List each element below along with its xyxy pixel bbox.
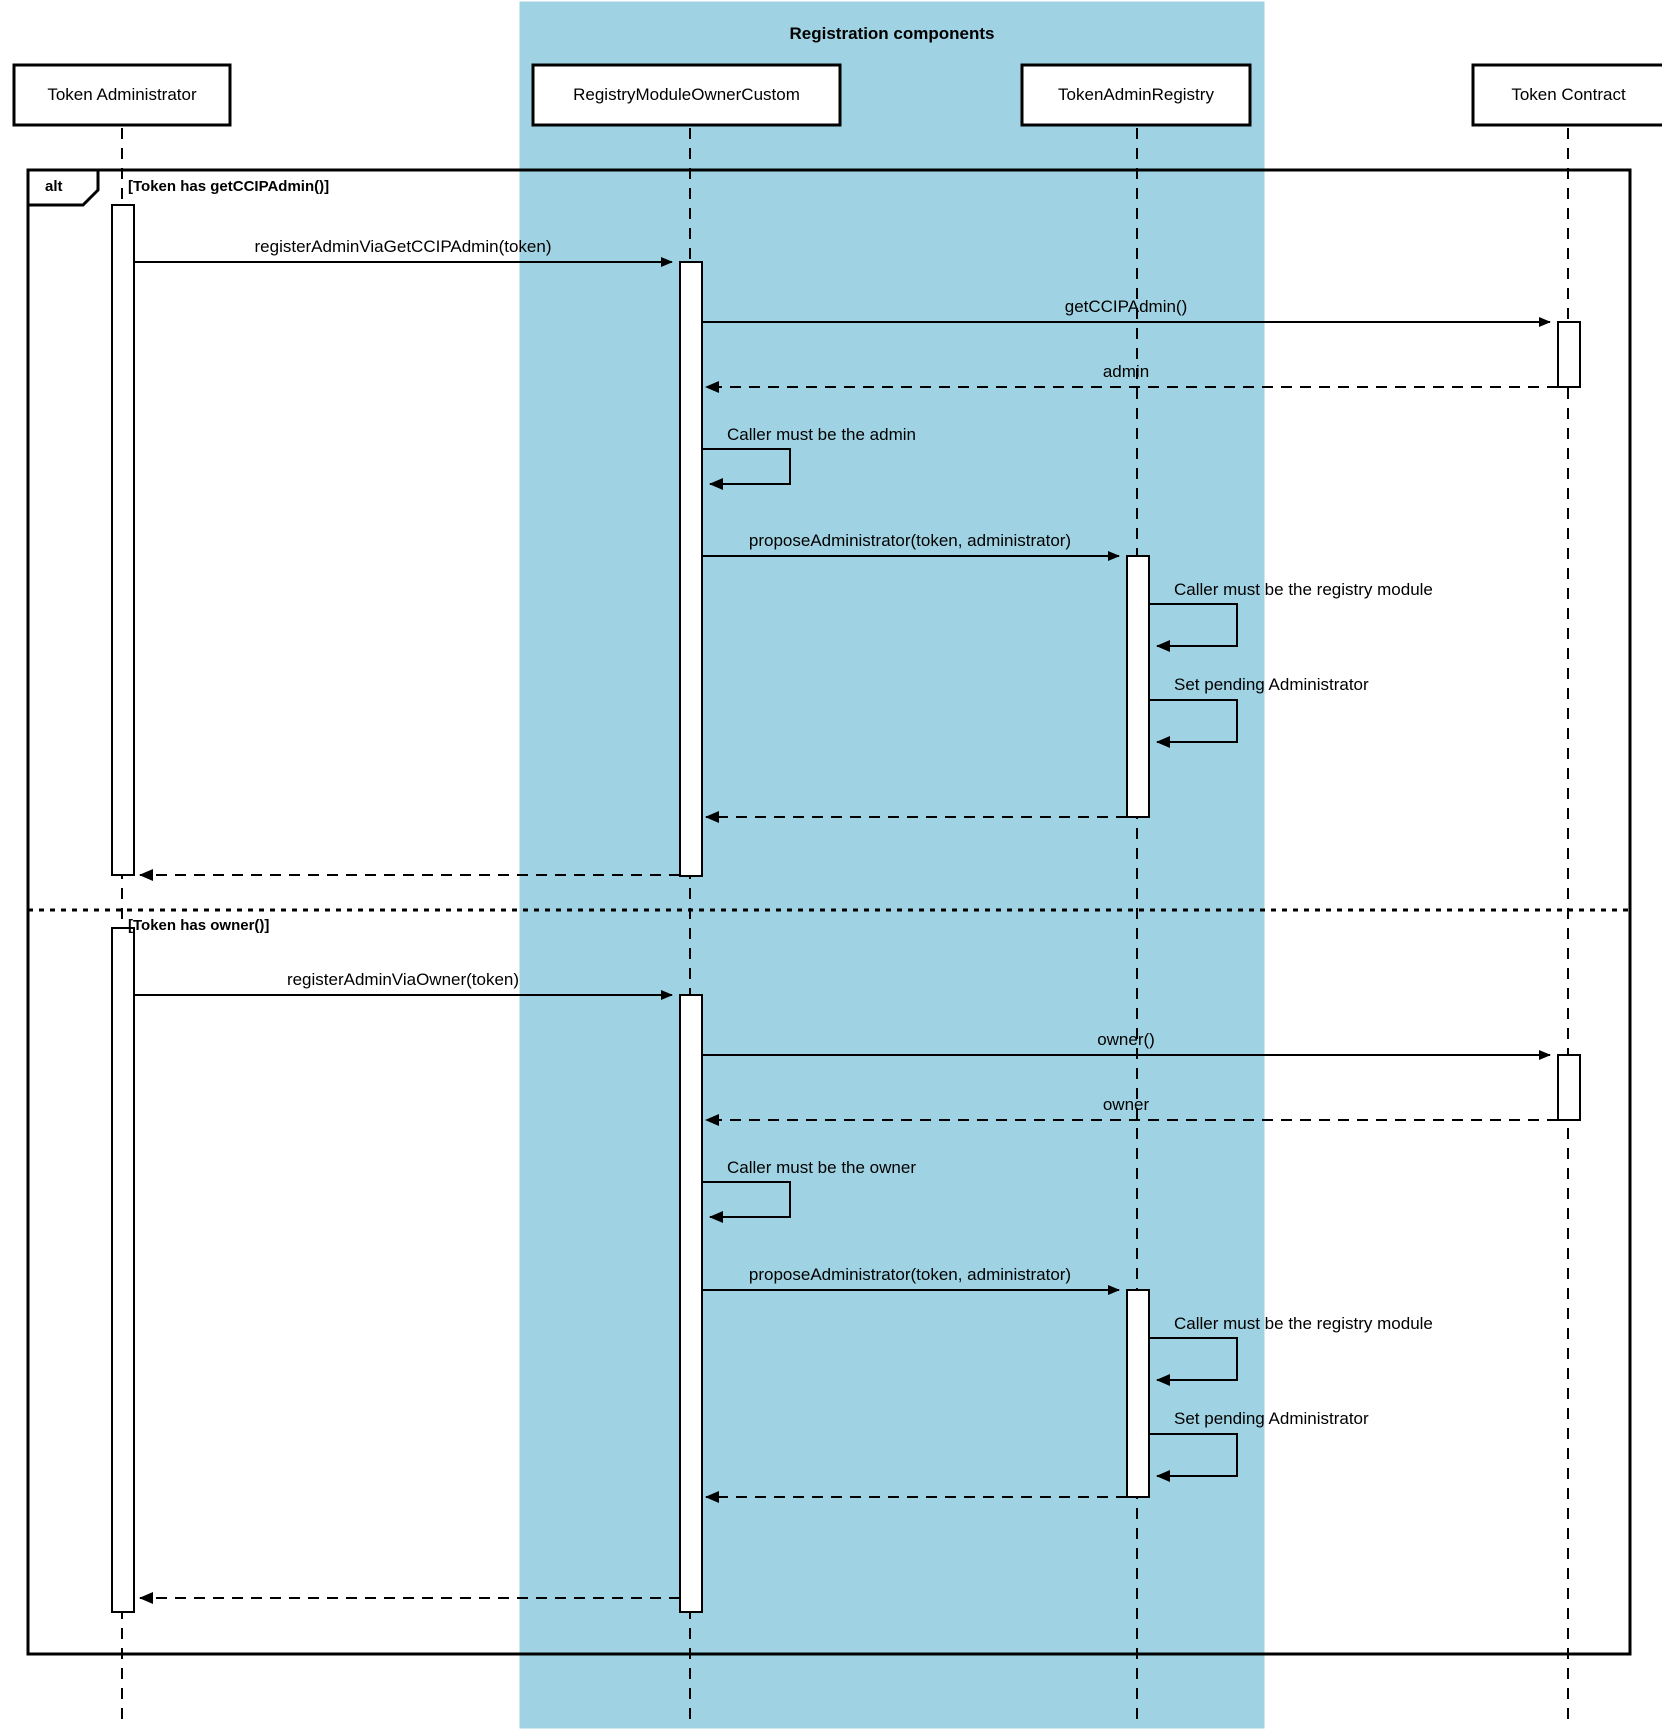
participant-label-registry-module: RegistryModuleOwnerCustom [573, 85, 800, 104]
msg-label-getccipadmin: getCCIPAdmin() [1064, 297, 1188, 316]
msg-label-set-pending-administrator-1: Set pending Administrator [1174, 675, 1369, 694]
activation-registry-module-1 [680, 262, 702, 876]
msg-label-caller-must-be-admin: Caller must be the admin [727, 425, 916, 444]
msg-label-register-admin-via-owner: registerAdminViaOwner(token) [286, 970, 520, 989]
group-title: Registration components [789, 24, 995, 43]
alt-fragment-tag [28, 170, 98, 205]
activation-registry-module-2 [680, 995, 702, 1612]
msg-label-admin-return: admin [1102, 362, 1150, 381]
activation-admin-1 [112, 205, 134, 875]
participant-label-token-contract: Token Contract [1511, 85, 1626, 104]
msg-label-propose-administrator-1: proposeAdministrator(token, administrator) [748, 531, 1072, 550]
msg-label-caller-must-be-registry-module-1: Caller must be the registry module [1174, 580, 1433, 599]
msg-label-owner-call: owner() [1097, 1030, 1155, 1049]
alt-keyword: alt [45, 178, 63, 195]
activation-token-admin-registry-2 [1127, 1290, 1149, 1497]
msg-label-owner-return: owner [1102, 1095, 1150, 1114]
msg-label-propose-administrator-2: proposeAdministrator(token, administrator) [748, 1265, 1072, 1284]
group-background [520, 2, 1264, 1728]
activation-token-admin-registry-1 [1127, 556, 1149, 817]
msg-label-caller-must-be-registry-module-2: Caller must be the registry module [1174, 1314, 1433, 1333]
activation-admin-2 [112, 928, 134, 1612]
activation-token-contract-1 [1558, 322, 1580, 387]
msg-label-register-admin-via-getccipadmin: registerAdminViaGetCCIPAdmin(token) [254, 237, 552, 256]
alt-condition-1: [Token has getCCIPAdmin()] [128, 178, 330, 195]
participant-label-token-admin-registry: TokenAdminRegistry [1058, 85, 1214, 104]
activation-token-contract-2 [1558, 1055, 1580, 1120]
participant-label-admin: Token Administrator [47, 85, 197, 104]
msg-label-set-pending-administrator-2: Set pending Administrator [1174, 1409, 1369, 1428]
msg-label-caller-must-be-owner: Caller must be the owner [727, 1158, 916, 1177]
alt-condition-2: [Token has owner()] [128, 917, 270, 934]
